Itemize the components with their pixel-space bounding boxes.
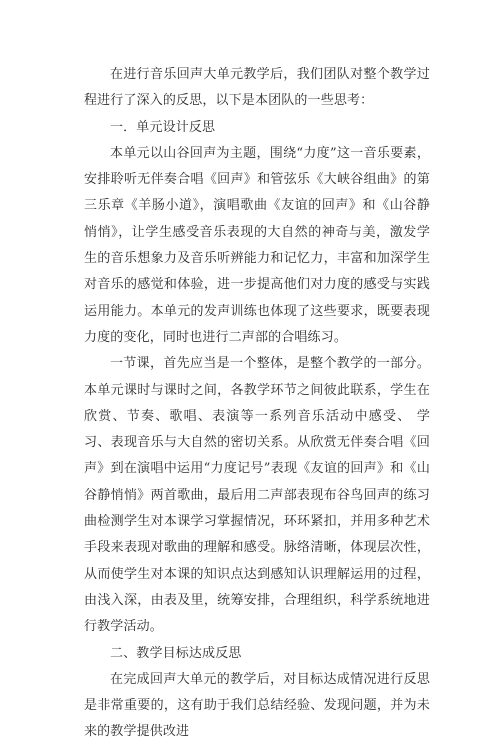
intro-paragraph: 在进行音乐回声大单元教学后，我们团队对整个教学过程进行了深入的反思，以下是本团队的一些思考： [84,67,430,109]
section-heading-unit-design: 一．单元设计反思 [110,119,216,135]
goal-achievement-paragraph-1: 在完成回声大单元的教学后，对目标达成情况进行反思是非常重要的，这有助于我们总结经验、发现问题，并为未来的教学提供改进 [84,671,430,740]
document-body [84,62,430,746]
unit-design-paragraph-1: 本单元以山谷回声为主题，围绕“力度”这一音乐要素，安排聆听无伴奏合唱《回声》和管弦乐《大峡谷组曲》的第三乐章《羊肠小道》，演唱歌曲《友谊的回声》和《山谷静悄悄》，让学生感受音乐表现的大自然的神奇与美，激发学生的音乐想象力及音乐听辨能力和记忆力，丰富和加深学生对音乐的感觉和体验，进一步提高他们对力度的感受与实践运用能力。本单元的发声训练也体现了这些要求，既要表现力度的变化，同时也进行二声部的合唱练习。 [84,145,430,345]
unit-design-paragraph-2: 一节课，首先应当是一个整体，是整个教学的一部分。本单元课时与课时之间，各教学环节之间彼此联系，学生在欣赏、节奏、歌唱、表演等一系列音乐活动中感受、 学习、表现音乐与大自然的密切关系。从欣赏无伴奏合唱《回声》到在演唱中运用“力度记号”表现《友谊的回声》和《山谷静悄悄》两首歌曲，最后用二声部表现布谷鸟回声的练习曲检测学生对本课学习掌握情况，环环紧扣，并用多种艺术手段来表现对歌曲的理解和感受。脉络清晰，体现层次性，从而使学生对本课的知识点达到感知认识理解运用的过程，由浅入深，由表及里，统筹安排，合理组织，科学系统地进行教学活动。 [84,356,430,635]
section-heading-goal-achievement: 二、教学目标达成反思 [110,645,242,661]
